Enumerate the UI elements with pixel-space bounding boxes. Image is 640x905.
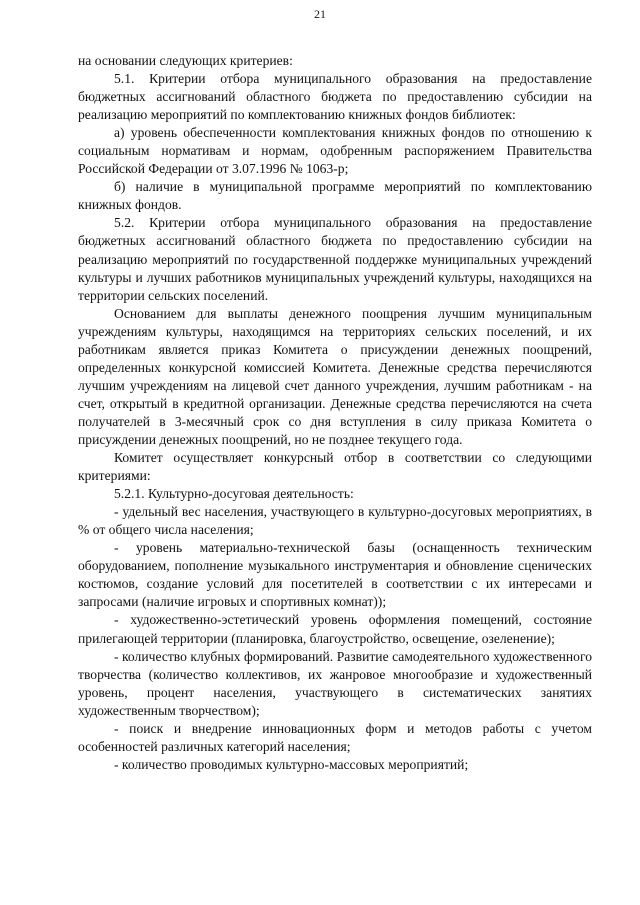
paragraph-p-events: - количество проводимых культурно-массовых мероприятий;	[114, 756, 469, 772]
paragraph-p-share: - удельный вес населения, участвующего в культурно-досуговых мероприятиях, в % от общего числа населения;	[78, 504, 592, 538]
paragraph-p-5-2: 5.2. Критерии отбора муниципального образования на предоставление бюджетных ассигнований областного бюджета по предоставлению субсидии на реализацию мероприятий по государственной поддержке муниципальных учреждений культуры и лучших работников муниципальных учреждений культуры, находящихся на территории сельских поселений.	[78, 215, 592, 303]
paragraph-p-material: - уровень материально-технической базы (оснащенность техническим оборудованием, пополнение музыкального инструментария и обновление сценических костюмов, создание условий для посетителей в соответствии с их интересами и запросами (наличие игровых и спортивных комнат));	[78, 540, 592, 610]
paragraph-p-5-1-b: б) наличие в муниципальной программе мероприятий по комплектованию книжных фондов.	[78, 179, 592, 213]
paragraph-p-basis: Основанием для выплаты денежного поощрения лучшим муниципальным учреждениям культуры, находящимся на территориях сельских поселений, и их работникам является приказ Комитета о присуждении денежных поощрений, определенных конкурсной комиссией Комитета. Денежные средства перечисляются лучшим учреждениям на лицевой счет данного учреждения, лучшим работникам - на счет, открытый в кредитной организации. Денежные средства перечисляются на счета получателей в 3-месячный срок со дня вступления в силу приказа Комитета о присуждении денежных поощрений, но не позднее текущего года.	[78, 305, 592, 447]
paragraph-p-innovation: - поиск и внедрение инновационных форм и методов работы с учетом особенностей различных категорий населения;	[78, 720, 592, 754]
page-number: 21	[314, 7, 326, 21]
paragraph-p-5-2-1: 5.2.1. Культурно-досуговая деятельность:	[114, 486, 354, 502]
paragraph-p-5-1: 5.1. Критерии отбора муниципального образования на предоставление бюджетных ассигнований областного бюджета по предоставлению субсидии на реализацию мероприятий по комплектованию книжных фондов библиотек:	[78, 71, 592, 123]
paragraph-p-artistic: - художественно-эстетический уровень оформления помещений, состояние прилегающей территории (планировка, благоустройство, освещение, озеленение);	[78, 612, 592, 646]
paragraph-intro: на основании следующих критериев:	[78, 53, 293, 68]
document-body	[78, 52, 592, 774]
paragraph-p-5-1-a: а) уровень обеспеченности комплектования книжных фондов по отношению к социальным нормативам и нормам, одобренным распоряжением Правительства Российской Федерации от 3.07.1996 № 1063-р;	[78, 125, 592, 177]
paragraph-p-committee: Комитет осуществляет конкурсный отбор в соответствии со следующими критериями:	[78, 450, 592, 484]
paragraph-p-clubs: - количество клубных формирований. Развитие самодеятельного художественного творчества (количество коллективов, их жанровое многообразие и художественный уровень, процент населения, участвующего в систематических занятиях художественным творчеством);	[78, 648, 592, 718]
